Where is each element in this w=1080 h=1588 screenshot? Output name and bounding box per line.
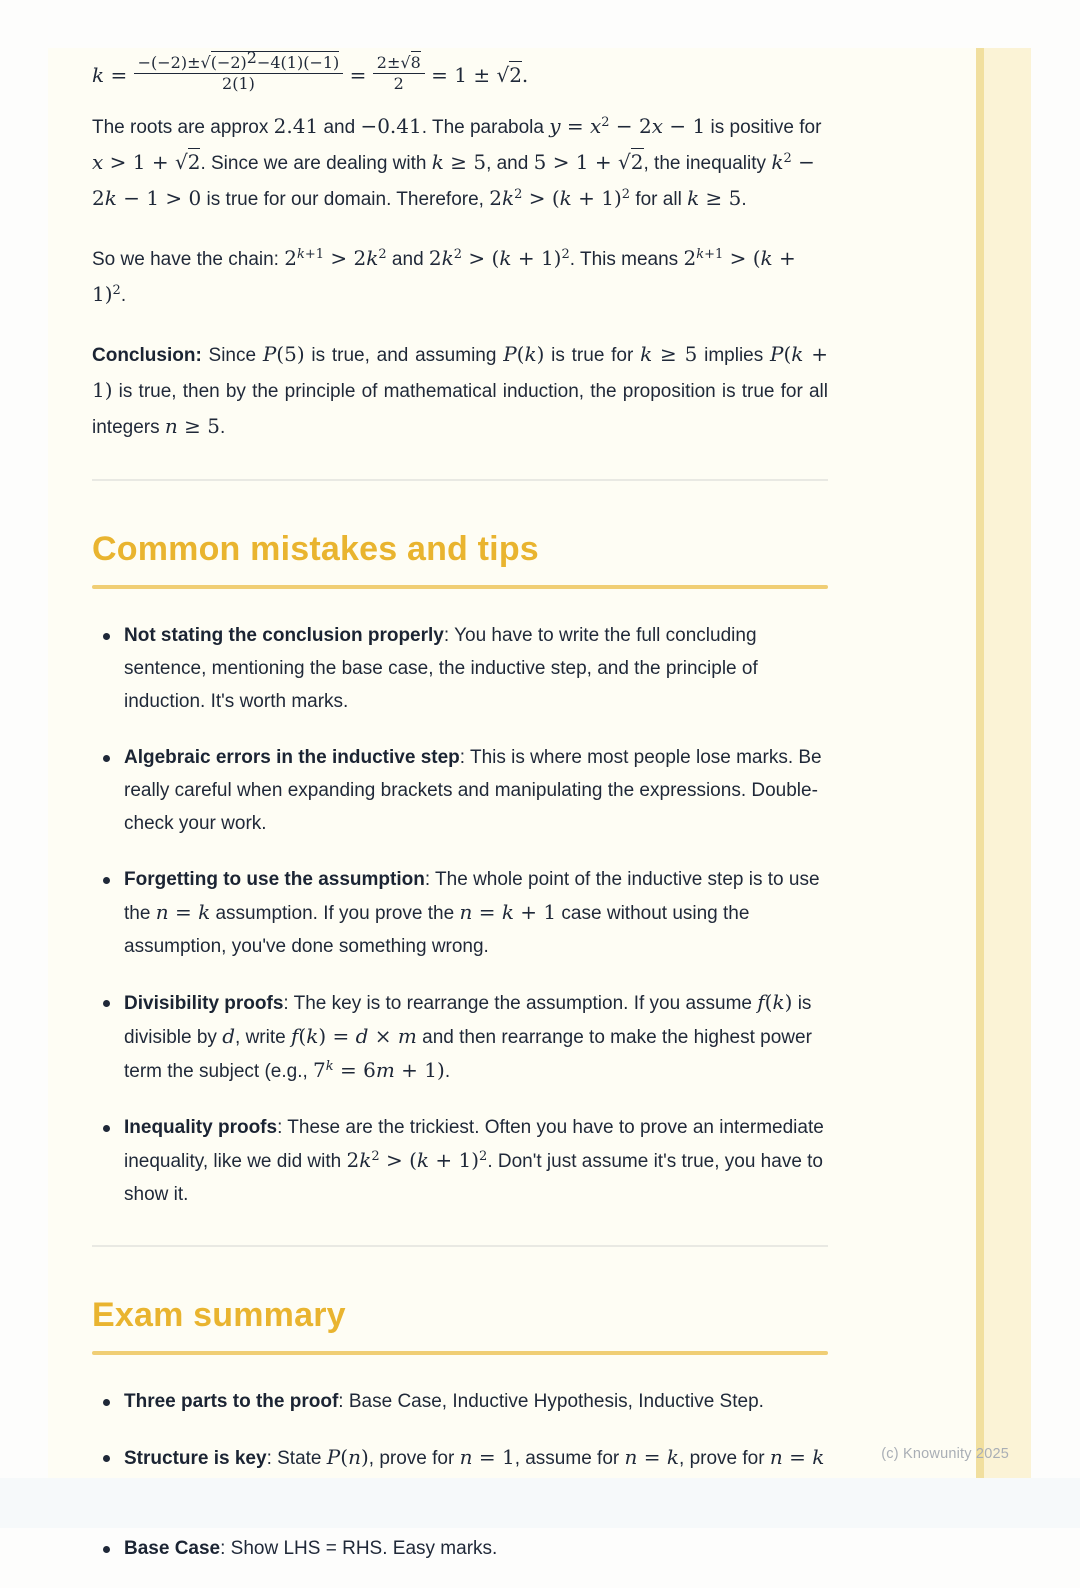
heading-underline [92, 1351, 828, 1355]
bullet-list-exam-summary [92, 1385, 828, 1565]
bullet-dot-icon [103, 1546, 110, 1553]
bullet-item [92, 986, 828, 1088]
bullet-text: Three parts to the proof: Base Case, Inductive Hypothesis, Inductive Step. [124, 1391, 764, 1412]
section-common-mistakes [92, 479, 828, 1211]
section-divider [92, 1245, 828, 1247]
bullet-item [92, 619, 828, 718]
fraction: $\frac{2\pm√8}{2}$ [373, 53, 425, 94]
fraction: $\frac{-(-2)\pm√(-2)2-4(1)(-1)}{2(1)}$ [134, 53, 344, 94]
bullet-text: Base Case: Show LHS = RHS. Easy marks. [124, 1538, 498, 1559]
bottom-margin [0, 1478, 1080, 1528]
bullet-item [92, 1111, 828, 1211]
bullet-dot-icon [103, 1125, 110, 1132]
section-title-common-mistakes: Common mistakes and tips [92, 530, 539, 568]
footer-credit: (c) Knowunity 2025 [881, 1446, 1009, 1462]
bullet-text: Inequality proofs: These are the trickiest. Often you have to prove an intermediate inequality, like we did with $2k^2 > (k + 1)^2$. Don't just assume it's true, you have to show it. [124, 1117, 824, 1205]
bullet-item [92, 741, 828, 840]
bullet-text: Not stating the conclusion properly: You have to write the full concluding sentence, mentioning the base case, the inductive step, and the principle of induction. It's worth marks. [124, 625, 758, 712]
bullet-item [92, 1532, 828, 1565]
page-card [48, 48, 1031, 1559]
paragraph-inequality-chain: So we have the chain: $2^{k+1} > 2k^2$ and $2k^2 > (k + 1)^2$. This means $2^{k+1} > (k + 1)^2$. [92, 246, 796, 306]
document-content [92, 48, 828, 1588]
bullet-text: Algebraic errors in the inductive step: This is where most people lose marks. Be really careful when expanding brackets and manipulating the expressions. Double-check your work. [124, 747, 822, 834]
bullet-dot-icon [103, 755, 110, 762]
quadratic-formula-equation: k = $\frac{-(-2)\pm√(-2)2-4(1)(-1)}{2(1)}$ = $\frac{2\pm√8}{2}$ = 1 ± √2. [92, 48, 529, 93]
bullet-dot-icon [103, 1455, 110, 1462]
bullet-dot-icon [103, 1000, 110, 1007]
section-divider [92, 479, 828, 481]
bullet-item [92, 1385, 828, 1418]
paragraph-roots-analysis: The roots are approx 2.41 and −0.41. The parabola $y = x^2 - 2x - 1$ is positive for x > 1 + √2. Since we are dealing with k ≥ 5, and 5 > 1 + √2, the inequality $k^2 - 2k - 1 > 0$ is true for our domain. Therefore, $2k^2 > (k + 1)^2$ for all k ≥ 5. [92, 114, 822, 210]
accent-strip [976, 48, 1031, 1478]
bullet-list-common-mistakes [92, 619, 828, 1211]
bullet-dot-icon [103, 877, 110, 884]
bullet-dot-icon [103, 1399, 110, 1406]
section-title-exam-summary: Exam summary [92, 1296, 346, 1334]
bullet-text: Divisibility proofs: The key is to rearrange the assumption. If you assume f(k) is divisible by d, write f(k) = d × m and then rearrange to make the highest power term the subject (e.g., $7^k = 6m + 1$). [124, 990, 812, 1082]
paragraph-conclusion: Conclusion: Since P(5) is true, and assuming P(k) is true for k ≥ 5 implies P(k + 1) is true, then by the principle of mathematical induction, the proposition is true for all integers n ≥ 5. [92, 342, 828, 438]
heading-underline [92, 585, 828, 589]
bullet-text: Forgetting to use the assumption: The whole point of the inductive step is to use the n = k assumption. If you prove the n = k + 1 case without using the assumption, you've done something wrong. [124, 869, 820, 957]
bullet-dot-icon [103, 633, 110, 640]
bullet-text: Structure is key: State P(n), prove for n = 1, assume for n = k, prove for n = k [124, 1445, 825, 1469]
bullet-item [92, 863, 828, 963]
